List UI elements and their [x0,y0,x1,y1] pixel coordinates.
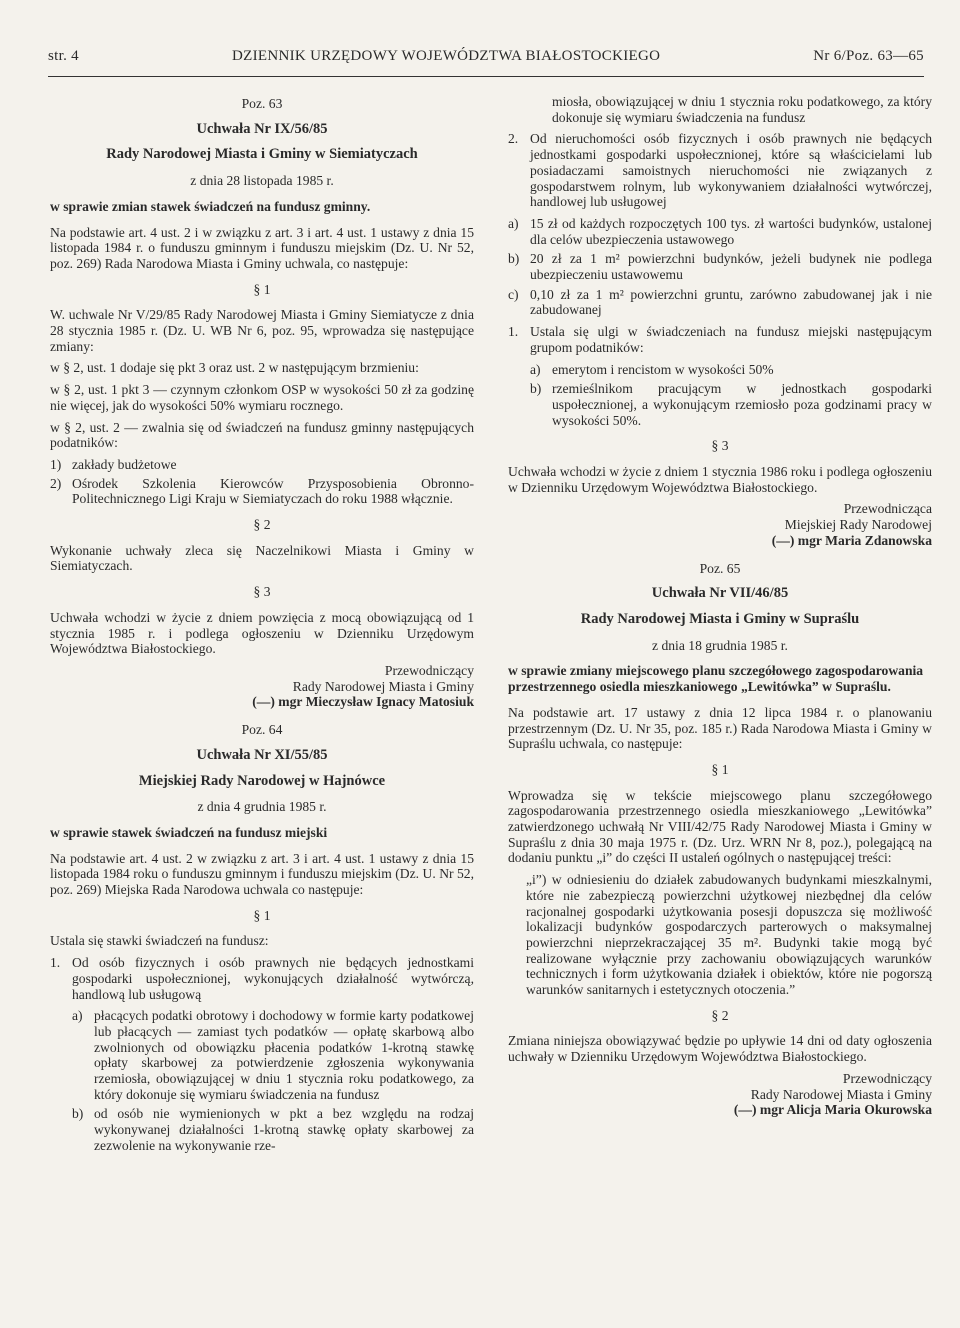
resolution-64-signature: Przewodnicząca Miejskiej Rady Narodowej (—) mgr Maria Zdanowska [771,501,932,548]
resolution-65-subject: w sprawie zmiany miejscowego planu szczegółowego zagospodarowania przestrzennego osiedla mieszkaniowego „Lewitówka” w Supraślu. [508,663,924,695]
issue-number: Nr 6/Poz. 63—65 [813,48,924,64]
right-column [508,92,932,1130]
resolution-63-para-2: w § 2, ust. 1 dodaje się pkt 3 oraz ust. 2 w następującym brzmieniu: [50,360,419,376]
resolution-65-para-1: Wprowadza się w tekście miejscowego planu szczegółowego zagospodarowania przestrzennego osiedla mieszkaniowego „Lewitówka” zatwierdzonego uchwałą Nr VIII/42/75 Rady Narodowej Miasta i Gminy w Supraślu z dnia 30 maja 1975 r. (Dz. Urz. WRN Nr 8, poz.), polegającą na dodaniu punktu „i” do części II ustaleń ogólnych o następującej treści: [508,787,932,866]
resolution-65-intro: Na podstawie art. 17 ustawy z dnia 12 lipca 1984 r. o planowaniu przestrzennym (Dz. U. Nr 35, poz. 185 r.) Rada Narodowa Miasta i Gminy w Supraślu uchwala, co następuje: [508,704,932,752]
list-item: c) 0,10 zł za 1 m² powierzchni gruntu, zarówno zabudowanej jak i nie zabudowanej [508,286,932,318]
page-header [48,48,924,74]
resolution-63-section-1: § 1 [253,281,271,297]
page-number: str. 4 [48,48,79,64]
resolution-63-para-5: Wykonanie uchwały zleca się Naczelnikowi Miasta i Gminy w Siemiatyczach. [50,542,474,574]
resolution-65-body: Rady Narodowej Miasta i Gminy w Supraślu [580,610,860,627]
resolution-64-subject: w sprawie stawek świadczeń na fundusz miejski [50,824,328,840]
resolution-63-subject: w sprawie zmian stawek świadczeń na fundusz gminny. [50,198,371,214]
list-item: 1) zakłady budżetowe [50,456,177,472]
resolution-63-list [50,457,474,507]
list-item: 1. Od osób fizycznych i osób prawnych nie będących jednostkami gospodarki uspołecznionej, wykonujących działalność wytwórczą, handlową lub usługową [50,955,474,1002]
resolution-64-relief-list [508,324,932,355]
resolution-64-date: z dnia 4 grudnia 1985 r. [197,799,327,815]
list-item: miosła, obowiązującej w dniu 1 stycznia roku podatkowego, za który dokonuje się wymiaru świadczenia na fundusz [552,94,932,125]
resolution-64-body: Miejskiej Rady Narodowej w Hajnówce [138,772,386,789]
resolution-65-quote: „i”) w odniesieniu do działek zabudowanych budynkami mieszkalnymi, które nie zabezpieczą powierzchni użytkowej niezbędnej dla celów racjonalnej gospodarki użytkowania posesji dopuszcza się możliwość lokalizacji budynków gospodarczych parterowych o maksymalnej powierzchni nieprzekraczającej 35 m². Budynki takie mogą być realizowane wyłącznie przy zachowaniu obowiązujących warunków technicznych i form użytkowania działek i obiektów, które nie pogorszą warunków sanitarnych i estetycznych otoczenia.” [526,872,932,998]
resolution-63-section-3: § 3 [253,584,271,600]
list-item: 1. Ustala się ulgi w świadczeniach na fundusz miejski następującym grupom podatników: [508,324,932,355]
resolution-63-intro: Na podstawie art. 4 ust. 2 i w związku z art. 3 i art. 4 ust. 1 ustawy z dnia 15 listopada 1984 r. o funduszu gminnym i funduszu miejskim (Dz. U. Nr 52, poz. 269) Rada Narodowa Miasta i Gminy uchwala, co następuje: [50,224,474,271]
left-column [50,92,474,1160]
poz-63: Poz. 63 [241,96,283,111]
list-item: a) płacących podatki obrotowy i dochodowy w formie karty podatkowej lub płacących — zamiast tych podatków — opłatę skarbową albo zwolnionych od obowiązku płacenia podatków 1-krotną stawkę opłaty skarbowej za potwierdzenie zgłoszenia wykonywania rzemiosła, obowiązującej w dniu 1 stycznia roku podatkowego, za który dokonuje się wymiaru świadczenia na fundusz [72,1008,474,1102]
resolution-65-section-2: § 2 [711,1007,729,1023]
resolution-63-para-1: W. uchwale Nr V/29/85 Rady Narodowej Miasta i Gminy Siemiatycze z dnia 28 stycznia 1985 r. (Dz. U. WB Nr 6, poz. 95, wprowadza się następujące zmiany: [50,307,474,354]
resolution-64-intro: Na podstawie art. 4 ust. 2 w związku z art. 3 i art. 4 ust. 1 ustawy z dnia 15 listopada 1984 roku o funduszu gminnym i funduszu miejskim (Dz. U. Nr 52, poz. 269) Miejska Rada Narodowa uchwala co następuje: [50,850,474,898]
header-divider [48,76,924,77]
resolution-64-title: Uchwała Nr XI/55/85 [196,746,328,763]
list-item: b) rzemieślnikom pracującym w jednostkach gospodarki uspołecznionej, a wykonującym rzemiosło poza godzinami pracy w wysokości 50%. [530,381,932,428]
resolution-63-para-3: w § 2, ust. 1 pkt 3 — czynnym członkom OSP w wysokości 50 zł za godzinę nie więcej, jak do wysokości 50% wymiaru rocznego. [50,382,474,413]
list-item: a) emerytom i rencistom w wysokości 50% [530,361,774,377]
resolution-63-para-6: Uchwała wchodzi w życie z dniem powzięcia z mocą obowiązującą od 1 stycznia 1985 r. i podlega ogłoszeniu w Dzienniku Urzędowym Województwa Białostockiego. [50,609,474,657]
resolution-64-section-1: § 1 [253,907,271,923]
resolution-64-para-3: Uchwała wchodzi w życie z dniem 1 stycznia 1986 roku i podlega ogłoszeniu w Dzienniku Urzędowym Województwa Białostockiego. [508,464,932,495]
resolution-65-title: Uchwała Nr VII/46/85 [651,585,789,602]
resolution-64-sublist [72,1008,474,1153]
poz-65: Poz. 65 [699,560,741,576]
list-item: b) od osób nie wymienionych w pkt a bez względu na rodzaj wykonywanej działalności 1-krotną stawkę opłaty skarbowej za zezwolenie na wykonywanie rze- [72,1106,474,1153]
resolution-64-section-3: § 3 [711,438,729,454]
resolution-63-section-2: § 2 [253,517,271,533]
list-item: b) 20 zł za 1 m² powierzchni budynków, jeżeli budynek nie podlega ubezpieczeniu ustawowemu [508,251,932,283]
continued-item [530,94,932,125]
resolution-64-list [50,955,474,1002]
resolution-65-section-1: § 1 [711,761,729,777]
resolution-65-para-2: Zmiana niniejsza obowiązywać będzie po upływie 14 dni od daty ogłoszenia uchwały w Dzienniku Urzędowym Województwa Białostockiego. [508,1033,932,1065]
resolution-63-signature: Przewodniczący Rady Narodowej Miasta i Gminy (—) mgr Mieczysław Ignacy Matosiuk [252,662,474,710]
resolution-63-date: z dnia 28 listopada 1985 r. [190,173,334,189]
journal-title: DZIENNIK URZĘDOWY WOJEWÓDZTWA BIAŁOSTOCKIEGO [231,48,661,64]
resolution-65-signature: Przewodniczący Rady Narodowej Miasta i Gminy (—) mgr Alicja Maria Okurowska [733,1070,932,1118]
resolution-63-title: Uchwała Nr IX/56/85 [196,120,328,137]
list-item: 2) Ośrodek Szkolenia Kierowców Przysposobienia Obronno-Politechnicznego Ligi Kraju w Siemiatyczach do roku 1988 włącznie. [50,475,474,507]
resolution-65-date: z dnia 18 grudnia 1985 r. [652,637,788,653]
resolution-63-para-4: w § 2, ust. 2 — zwalnia się od świadczeń na fundusz gminny następujących podatników: [50,419,474,451]
resolution-63-body: Rady Narodowej Miasta i Gminy w Siemiatyczach [106,146,418,163]
resolution-64-para-1: Ustala się stawki świadczeń na fundusz: [50,933,269,949]
list-item: a) 15 zł od każdych rozpoczętych 100 tys. zł wartości budynków, ustalonej dla celów ubezpieczenia ustawowego [508,215,932,247]
poz-64: Poz. 64 [241,722,283,738]
resolution-64-sublist-2 [508,216,932,318]
resolution-64-list-2 [508,131,932,210]
resolution-64-relief-sublist [530,362,932,429]
list-item: 2. Od nieruchomości osób fizycznych i osób prawnych nie będących jednostkami gospodarki uspołecznionej, które są właścicielami lub posiadaczami samoistnych nieruchomości nie związanych z gospodarstwem rolnym, lub wykonywaniem działalności wytwórczej, handlowej lub usługowej [508,131,932,210]
